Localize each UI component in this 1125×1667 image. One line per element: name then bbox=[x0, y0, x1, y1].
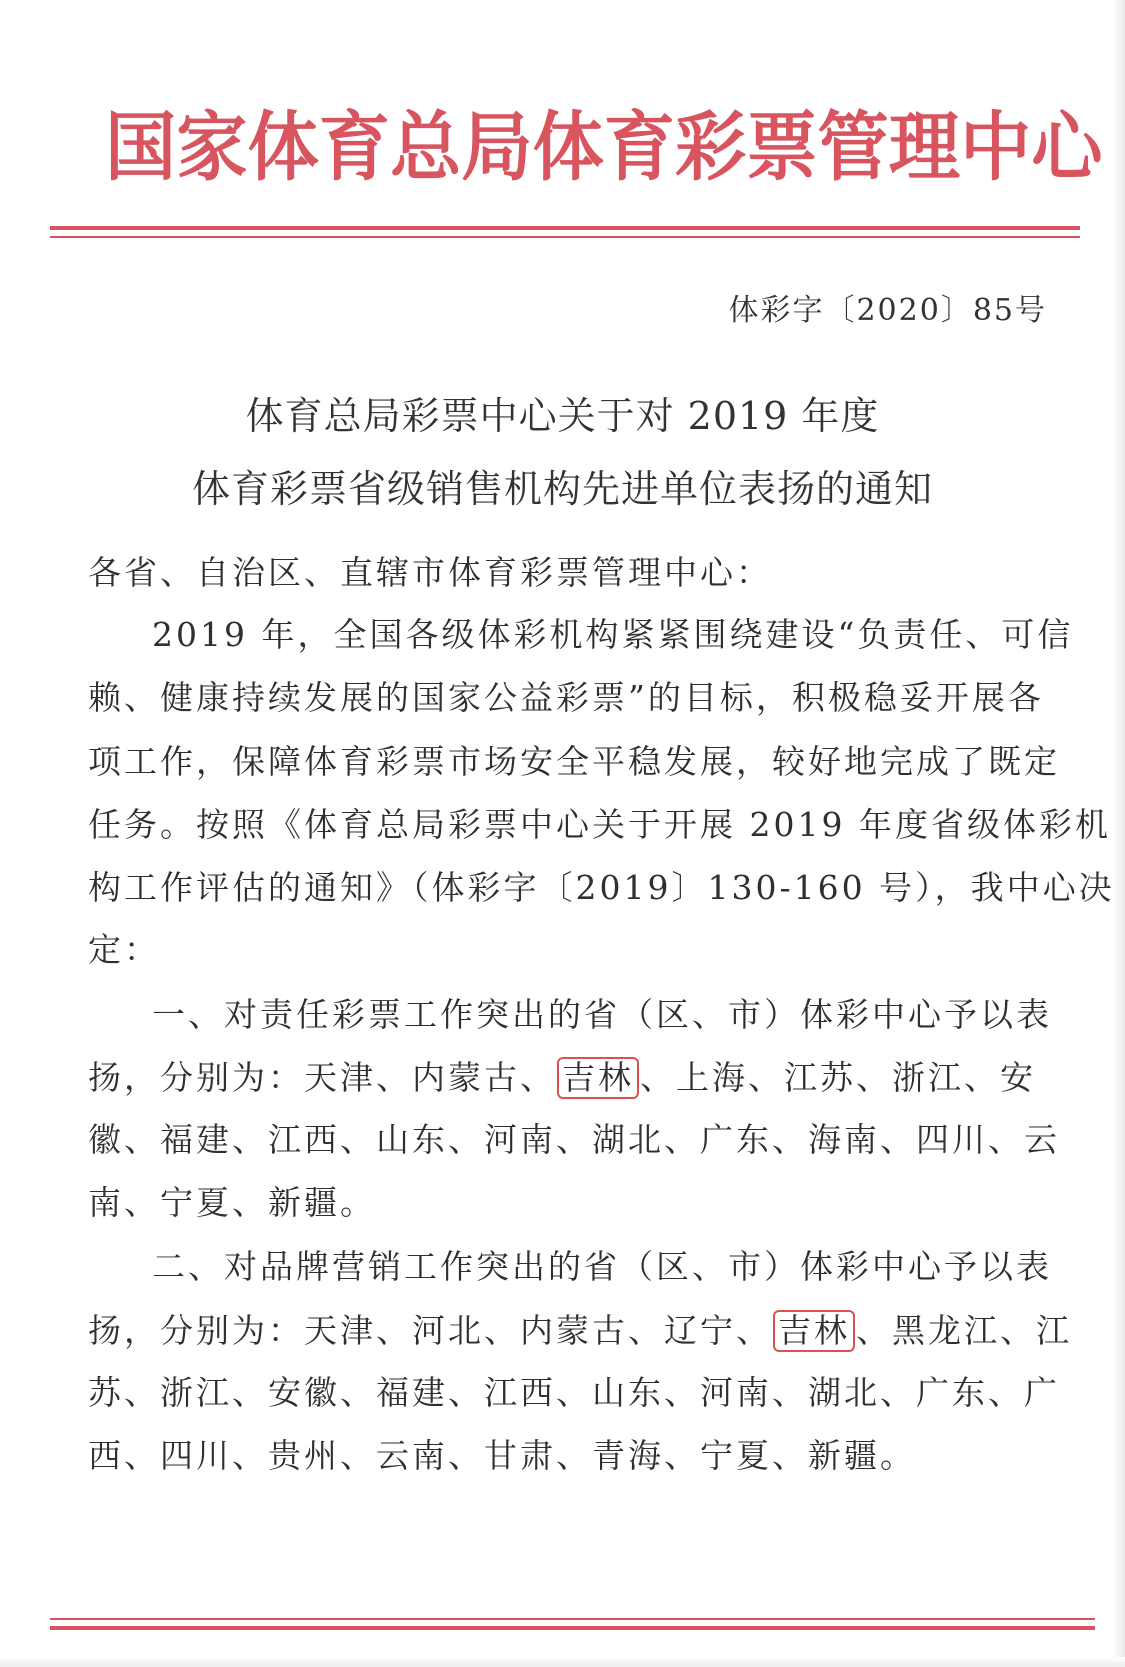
section1-line-with-highlight bbox=[88, 1057, 1036, 1099]
section1-line: 一、对责任彩票工作突出的省（区、市）体彩中心予以表 bbox=[152, 995, 1052, 1034]
intro-line: 构工作评估的通知》（体彩字〔2019〕130-160 号），我中心决 bbox=[88, 868, 1115, 907]
intro-line: 任务。按照《体育总局彩票中心关于开展 2019 年度省级体彩机 bbox=[88, 805, 1111, 844]
section1-line: 南、宁夏、新疆。 bbox=[88, 1183, 376, 1222]
section2-text-before: 扬，分别为：天津、河北、内蒙古、辽宁、 bbox=[88, 1311, 772, 1350]
intro-line: 2019 年，全国各级体彩机构紧紧围绕建设“负责任、可信 bbox=[152, 615, 1074, 654]
section2-line-with-highlight bbox=[88, 1310, 1072, 1352]
letterhead-title: 国家体育总局体育彩票管理中心 bbox=[105, 103, 1103, 191]
highlighted-province-jilin: 吉林 bbox=[773, 1310, 855, 1352]
section2-line: 二、对品牌营销工作突出的省（区、市）体彩中心予以表 bbox=[152, 1247, 1052, 1286]
letterhead-rule-thick bbox=[50, 226, 1080, 230]
intro-line: 定： bbox=[88, 930, 160, 969]
section1-text-before: 扬，分别为：天津、内蒙古、 bbox=[88, 1058, 556, 1097]
section2-line: 苏、浙江、安徽、福建、江西、山东、河南、湖北、广东、广 bbox=[88, 1373, 1060, 1412]
salutation: 各省、自治区、直辖市体育彩票管理中心： bbox=[88, 553, 772, 592]
section2-line: 西、四川、贵州、云南、甘肃、青海、宁夏、新疆。 bbox=[88, 1436, 916, 1475]
footer-rule-thick bbox=[50, 1626, 1095, 1630]
footer-rule-thin bbox=[50, 1618, 1095, 1620]
letterhead-rule-thin bbox=[50, 236, 1080, 238]
section1-line: 徽、福建、江西、山东、河南、湖北、广东、海南、四川、云 bbox=[88, 1120, 1060, 1159]
page-bottom-shadow bbox=[0, 1657, 1125, 1667]
intro-line: 赖、健康持续发展的国家公益彩票”的目标，积极稳妥开展各 bbox=[88, 678, 1044, 717]
document-number: 体彩字〔2020〕85号 bbox=[728, 293, 1047, 328]
highlighted-province-jilin: 吉林 bbox=[557, 1057, 639, 1099]
page-edge-shadow bbox=[1113, 0, 1125, 1667]
document-title-line-1: 体育总局彩票中心关于对 2019 年度 bbox=[245, 394, 880, 438]
section2-text-after: 、黑龙江、江 bbox=[856, 1311, 1072, 1350]
section1-text-after: 、上海、江苏、浙江、安 bbox=[640, 1058, 1036, 1097]
intro-line: 项工作，保障体育彩票市场安全平稳发展，较好地完成了既定 bbox=[88, 742, 1060, 781]
document-title-line-2: 体育彩票省级销售机构先进单位表扬的通知 bbox=[191, 467, 933, 511]
